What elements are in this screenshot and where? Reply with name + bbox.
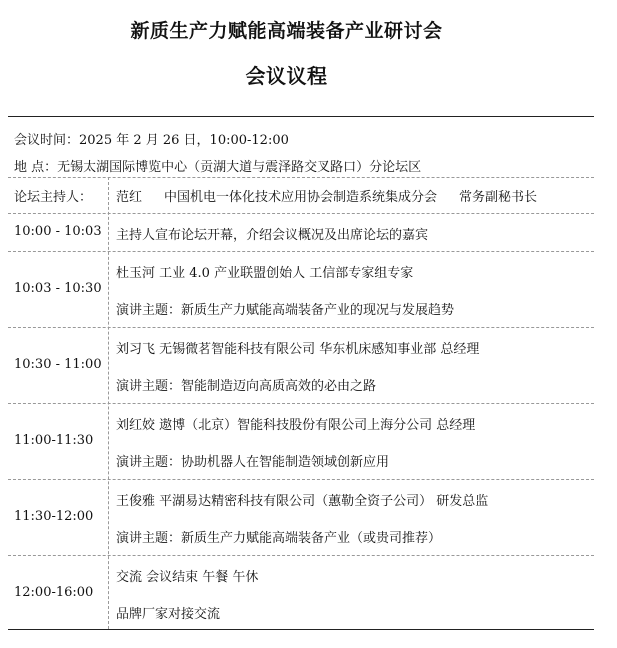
host-org: 中国机电一体化技术应用协会制造系统集成分会 (164, 190, 438, 205)
page-title: 新质生产力赋能高端装备产业研讨会 (130, 20, 443, 42)
row-speaker: 杜玉河 工业 4.0 产业联盟创始人 工信部专家组专家 (116, 266, 414, 281)
row-line: 主持人宣布论坛开幕，介绍会议概况及出席论坛的嘉宾 (116, 228, 429, 243)
row-topic: 演讲主题：协助机器人在智能制造领域创新应用 (116, 455, 390, 470)
row-time: 11:00-11:30 (14, 433, 94, 448)
host-title: 常务副秘书长 (459, 190, 538, 205)
row-time: 11:30-12:00 (14, 509, 94, 524)
agenda-row (8, 327, 594, 404)
row-topic: 演讲主题：新质生产力赋能高端装备产业（或贵司推荐） (116, 531, 442, 546)
agenda-row (8, 213, 594, 252)
agenda-row (8, 555, 594, 629)
host-name: 范红 (116, 190, 143, 205)
row-speaker: 刘红姣 遨博（北京）智能科技股份有限公司上海分公司 总经理 (116, 418, 476, 433)
agenda-row (8, 251, 594, 328)
row-time: 12:00-16:00 (14, 585, 94, 600)
row-topic: 演讲主题：智能制造迈向高质高效的必由之路 (116, 379, 377, 394)
agenda-table (8, 116, 594, 630)
row-speaker: 王俊雅 平湖易达精密科技有限公司（蕙勒全资子公司） 研发总监 (116, 494, 489, 509)
row-topic: 演讲主题：新质生产力赋能高端装备产业的现况与发展趋势 (116, 303, 455, 318)
place-value: 无锡太湖国际博览中心（贡湖大道与震泽路交叉路口）分论坛区 (57, 160, 422, 175)
row-time: 10:30 - 11:00 (14, 357, 102, 372)
meeting-place (14, 156, 421, 175)
agenda-row (8, 403, 594, 480)
page-subtitle: 会议议程 (245, 64, 328, 88)
row-time: 10:00 - 10:03 (14, 224, 102, 239)
host-label: 论坛主持人： (14, 190, 93, 205)
host-row (8, 177, 594, 214)
host-info (116, 186, 537, 205)
place-label: 地 点： (14, 160, 58, 175)
row-time: 10:03 - 10:30 (14, 281, 102, 296)
info-block (8, 117, 594, 178)
row-speaker: 刘习飞 无锡微茗智能科技有限公司 华东机床感知事业部 总经理 (116, 342, 480, 357)
agenda-row (8, 479, 594, 556)
row-line: 品牌厂家对接交流 (116, 607, 221, 622)
meeting-time: 会议时间：2025 年 2 月 26 日，10:00-12:00 (14, 133, 289, 148)
row-line: 交流 会议结束 午餐 午休 (116, 570, 259, 585)
